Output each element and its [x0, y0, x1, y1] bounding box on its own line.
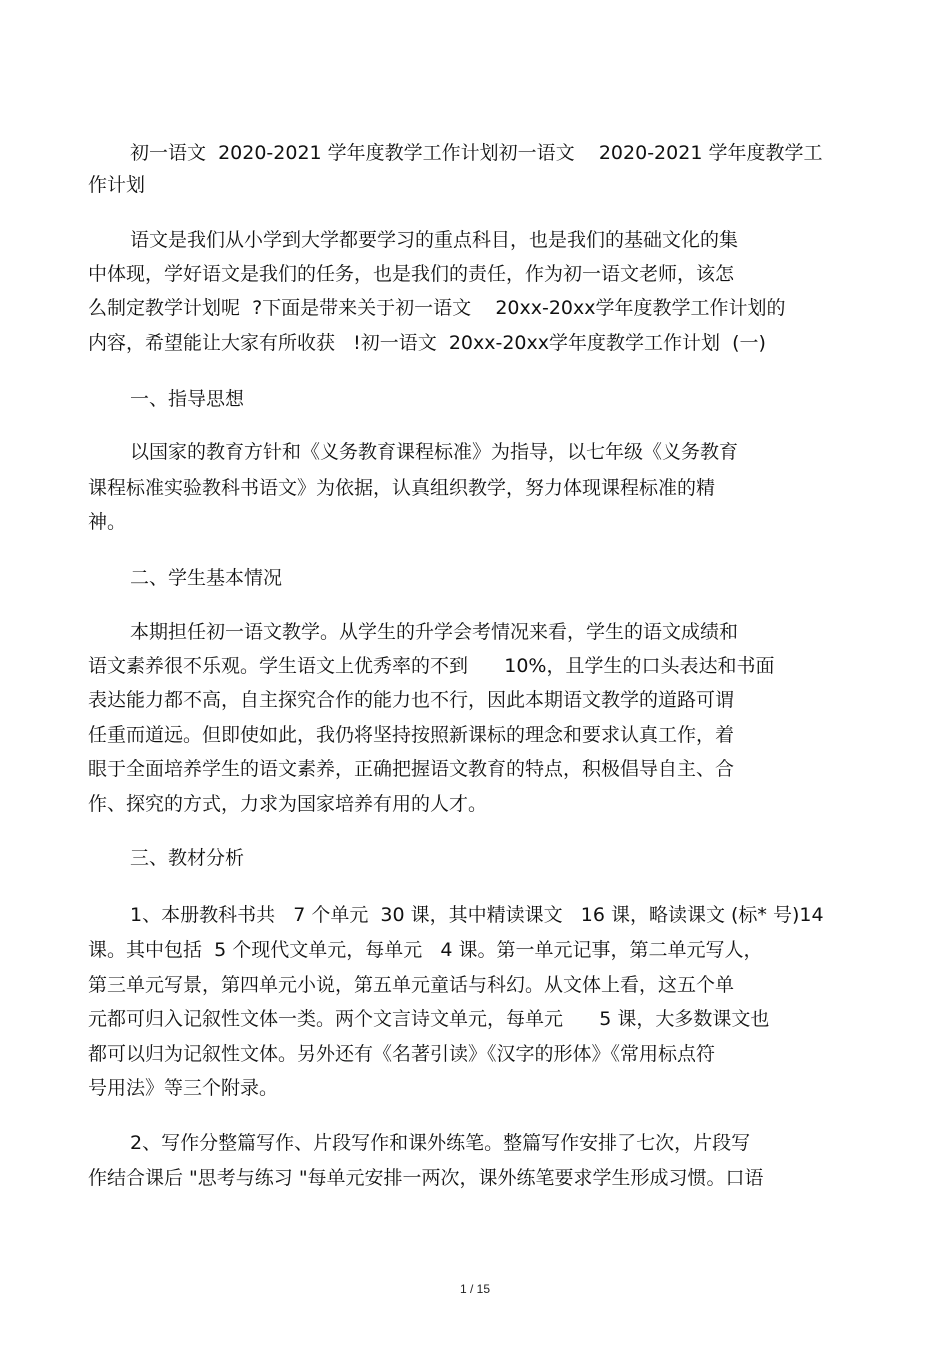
section2-line-6: 作、探究的方式，力求为国家培养有用的人才。	[88, 793, 488, 815]
section2-line-3: 表达能力都不高，自主探究合作的能力也不行，因此本期语文教学的道路可谓	[88, 689, 735, 711]
section3-line-2: 课。其中包括 5 个现代文单元，每单元 4 课。第一单元记事，第二单元写人，	[88, 939, 763, 961]
intro-line-3: 么制定教学计划呢 ?下面是带来关于初一语文 20xx-20xx学年度教学工作计划的	[88, 297, 786, 319]
section2-line-5: 眼于全面培养学生的语文素养，正确把握语文教育的特点，积极倡导自主、合	[88, 758, 735, 780]
section3-line-4: 元都可归入记叙性文体一类。两个文言诗文单元，每单元 5 课，大多数课文也	[88, 1008, 770, 1030]
section-heading-1: 一、指导思想	[130, 388, 245, 410]
title-line-2: 作计划	[88, 174, 146, 196]
section2-line-4: 任重而道远。但即使如此，我仍将坚持按照新课标的理念和要求认真工作，着	[88, 724, 735, 746]
section3-para2-line-1: 2、写作分整篇写作、片段写作和课外练笔。整篇写作安排了七次，片段写	[130, 1132, 751, 1154]
section2-line-1: 本期担任初一语文教学。从学生的升学会考情况来看，学生的语文成绩和	[130, 621, 739, 643]
intro-line-2: 中体现，学好语文是我们的任务，也是我们的责任，作为初一语文老师，该怎	[88, 263, 735, 285]
intro-line-4: 内容，希望能让大家有所收获 !初一语文 20xx-20xx学年度教学工作计划 (一)	[88, 332, 766, 354]
section3-para2-line-2: 作结合课后 "思考与练习 "每单元安排一两次，课外练笔要求学生形成习惯。口语	[88, 1167, 764, 1189]
section3-line-3: 第三单元写景，第四单元小说，第五单元童话与科幻。从文体上看，这五个单	[88, 974, 735, 996]
page-number: 1 / 15	[459, 1282, 491, 1296]
section2-line-2: 语文素养很不乐观。学生语文上优秀率的不到 10%，且学生的口头表达和书面	[88, 655, 775, 677]
section1-line-2: 课程标准实验教科书语文》为依据，认真组织教学，努力体现课程标准的精	[88, 477, 716, 499]
section-heading-2: 二、学生基本情况	[130, 567, 283, 589]
section3-line-5: 都可以归为记叙性文体。另外还有《名著引读》《汉字的形体》《常用标点符	[88, 1043, 716, 1065]
section1-line-1: 以国家的教育方针和《义务教育课程标准》为指导，以七年级《义务教育	[130, 441, 739, 463]
section-heading-3: 三、教材分析	[130, 847, 245, 869]
title-line-1: 初一语文 2020-2021 学年度教学工作计划初一语文 2020-2021 学年度教学工	[130, 142, 823, 164]
section3-line-1: 1、本册教科书共 7 个单元 30 课，其中精读课文 16 课，略读课文 (标* 号)14	[130, 904, 824, 926]
section3-line-6: 号用法》等三个附录。	[88, 1077, 279, 1099]
intro-line-1: 语文是我们从小学到大学都要学习的重点科目，也是我们的基础文化的集	[130, 229, 739, 251]
section1-line-3: 神。	[88, 511, 127, 533]
